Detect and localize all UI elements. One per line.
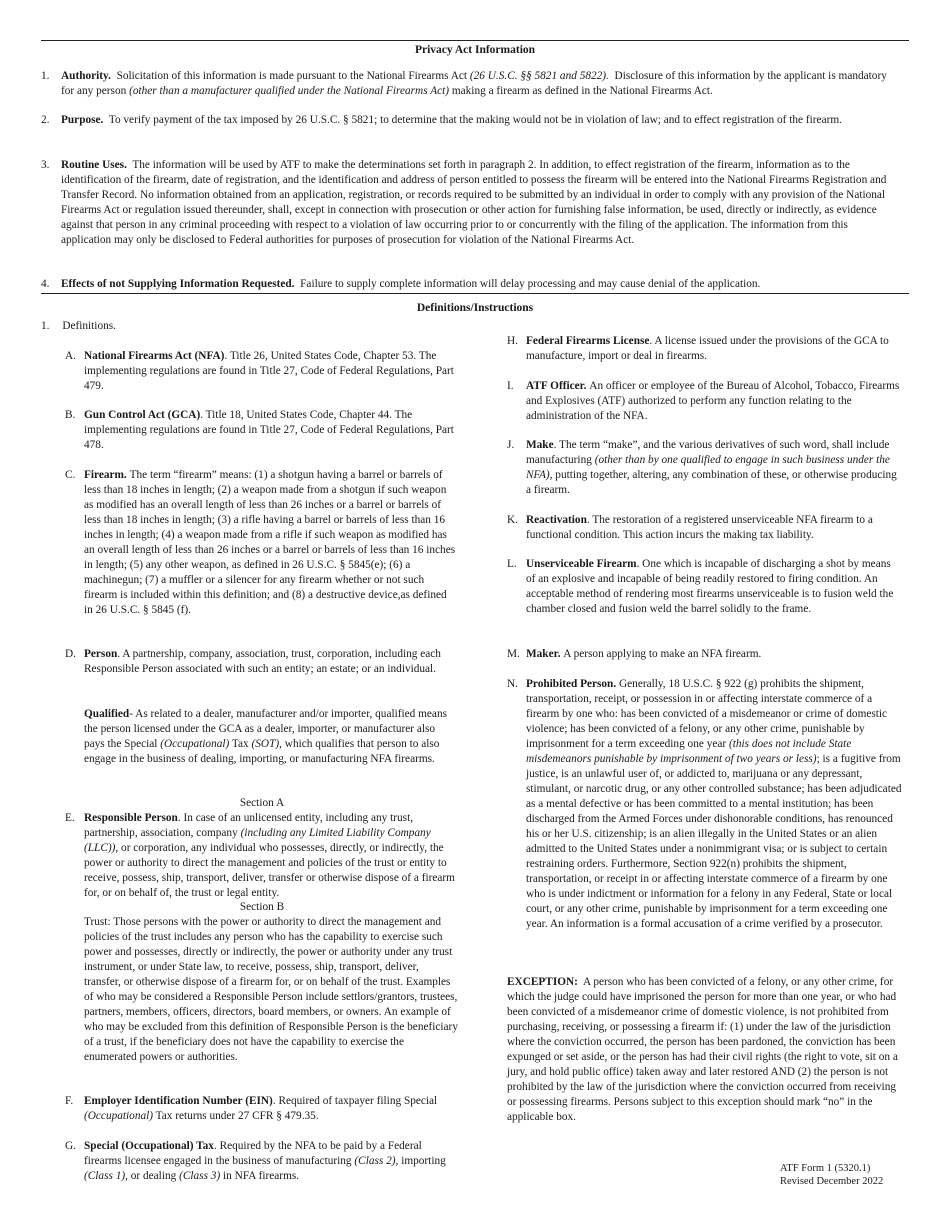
section-a-heading: Section A xyxy=(239,797,285,809)
definitions-intro: 1. Definitions. xyxy=(41,320,116,332)
definition-b: B. Gun Control Act (GCA). Title 18, United States Code, Chapter 44. The implementing regulations are found in Title 27, Code of Federal Regulations, Part 478. xyxy=(65,409,454,451)
section-b-heading: Section B xyxy=(239,901,285,913)
definition-h: H. Federal Firearms License. A license issued under the provisions of the GCA to manufacture, import or deal in firearms. xyxy=(507,335,889,362)
definition-l: L. Unserviceable Firearm. One which is incapable of discharging a shot by means of an explosive and incapable of being readily restored to firing condition. An acceptable method of rendering most firearms unserviceable is to fusion weld the chamber closed and fusion weld the barrel solidly to the frame. xyxy=(507,558,894,615)
definition-m: M. Maker. A person applying to make an NFA firearm. xyxy=(507,648,762,660)
privacy-title: Privacy Act Information xyxy=(414,44,536,56)
privacy-item-purpose: 2. Purpose. To verify payment of the tax imposed by 26 U.S.C. § 5821; to determine that the making would not be in violation of law; and to effect registration of the firearm. xyxy=(41,114,842,126)
definition-k: K. Reactivation. The restoration of a registered unserviceable NFA firearm to a functional condition. This action incurs the making tax liability. xyxy=(507,514,873,541)
definition-n: N. Prohibited Person. Generally, 18 U.S.C. § 922 (g) prohibits the shipment, transportation, receipt, or possession in or affecting interstate commerce of a firearm by one who: has been convicted of a misdemeanor or crime of domestic violence; has been convicted of a felony, or any other crime, punishable by imprisonment for a term exceeding one year (this does not include State misdemeanors punishable by imprisonment of two years or less); is a fugitive from justice, is an unlawful user of, or addicted to, marijuana or any depressant, stimulant, or narcotic drug, or any other controlled substance; has been adjudicated as a mental defective or has been committed to a mental institution; has been discharged from the Armed Forces under dishonorable conditions, has renounced his or her U.S. citizenship; is an alien illegally in the United States or an alien admitted to the United States under a nonimmigrant visa; or is subject to certain restraining orders. Furthermore, Section 922(n) prohibits the shipment, transportation, or receipt in or affecting interstate commerce of a firearm by one who is under indictment or information for a felony in any Federal, State or local court, or any other crime, punishable by imprisonment for a term exceeding one year. An information is a formal accusation of a crime verified by a prosecutor. xyxy=(507,678,902,930)
definition-e-trust: Trust: Those persons with the power or authority to direct the management and policies of the trust includes any person who has the capability to exercise such power and possesses, directly or indirectly, the power or authority under any trust instrument, or under State law, to receive, possess, ship, transport, deliver, transfer, or otherwise dispose of a firearm for, or on behalf of the trust. Examples of who may be considered a Responsible Person include settlors/grantors, trustees, partners, members, officers, directors, board members, or owners. An example of who may be excluded from this definition of Responsible Person is the beneficiary of a trust, if the beneficiary does not have the capability to exercise the enumerated powers or authorities. xyxy=(84,916,458,1063)
definition-d: D. Person. A partnership, company, association, trust, corporation, including each Responsible Person associated with such an entity; an estate; or an individual. xyxy=(65,648,441,675)
definition-c: C. Firearm. The term “firearm” means: (1) a shotgun having a barrel or barrels of less than 18 inches in length; (2) a weapon made from a shotgun if such weapon as modified has an overall length of less than 26 inches or a barrel or barrels of less than 18 inches in length; (3) a rifle having a barrel or barrels of less than 16 inches in length; (4) a weapon made from a rifle if such weapon as modified has an overall length of less than 26 inches or a barrel or barrels of less than 16 inches in length; (5) any other weapon, as defined in 26 U.S.C. § 5845(e); (6) a machinegun; (7) a muffler or a silencer for any firearm whether or not such firearm is included within this definition; and (8) a destructive device,as defined in 26 U.S.C. § 5845 (f). xyxy=(65,469,456,616)
form-revision: Revised December 2022 xyxy=(780,1176,884,1187)
top-rule xyxy=(41,40,909,41)
definitions-title: Definitions/Instructions xyxy=(416,302,534,314)
definition-j: J. Make. The term “make”, and the various derivatives of such word, shall include manufacturing (other than by one qualified to engage in such business under the NFA), putting together, altering, any combination of these, or otherwise producing a firearm. xyxy=(507,439,897,496)
exception-paragraph: EXCEPTION: A person who has been convicted of a felony, or any other crime, for which the judge could have imprisoned the person for more than one year, or who had been convicted of a misdemeanor crime of domestic violence, is not prohibited from purchasing, receiving, or possessing a firearm if: (1) under the law of the jurisdiction where the conviction occurred, the person has been pardoned, the conviction has been expunged or set aside, or the person has had their civil rights (the right to vote, sit on a jury, and hold public office) taken away and later restored AND (2) the person is not prohibited by the law of the jurisdiction where the conviction occurred from receiving or possessing firearms. Persons subject to this exception should mark “no” in the applicable box. xyxy=(507,976,898,1123)
definition-e: E. Responsible Person. In case of an unlicensed entity, including any trust, partnership, association, company (including any Limited Liability Company (LLC)), or corporation, any individual who possesses, directly, or indirectly, the power or authority to direct the management and policies of the trust or entity to receive, possess, ship, transport, deliver, transfer or otherwise dispose of a firearm for, or on behalf of, the trust or legal entity. xyxy=(65,812,455,899)
privacy-item-authority: 1. Authority. Solicitation of this information is made pursuant to the National Firearms Act (26 U.S.C. §§ 5821 and 5822). Disclosure of this information by the applicant is mandatory for any person (other than a manufacturer qualified under the National Firearms Act) making a firearm as defined in the National Firearms Act. xyxy=(41,70,887,97)
definition-g: G. Special (Occupational) Tax. Required by the NFA to be paid by a Federal firearms licensee engaged in the business of manufacturing (Class 2), importing (Class 1), or dealing (Class 3) in NFA firearms. xyxy=(65,1140,446,1182)
form-footer xyxy=(780,1162,883,1188)
definition-d-qualified: Qualified- As related to a dealer, manufacturer and/or importer, qualified means the person licensed under the GCA as a dealer, importer, or manufacturer also pays the Special (Occupational) Tax (SOT), which qualifies that person to also engage in the business of dealing, importing, or manufacturing NFA firearms. xyxy=(84,708,447,765)
definition-a: A. National Firearms Act (NFA). Title 26, United States Code, Chapter 53. The implementing regulations are found in Title 27, Code of Federal Regulations, Part 479. xyxy=(65,350,454,392)
privacy-item-effects: 4. Effects of not Supplying Information Requested. Failure to supply complete information will delay processing and may cause denial of the application. xyxy=(41,278,761,290)
definition-i: I. ATF Officer. An officer or employee of the Bureau of Alcohol, Tobacco, Firearms and Explosives (ATF) authorized to perform any function relating to the administration of the NFA. xyxy=(507,380,900,422)
definition-f: F. Employer Identification Number (EIN). Required of taxpayer filing Special (Occupational) Tax returns under 27 CFR § 479.35. xyxy=(65,1095,438,1122)
privacy-item-routine-uses: 3. Routine Uses. The information will be used by ATF to make the determinations set forth in paragraph 2. In addition, to effect registration of the firearm, information as to the identification of the firearm, date of registration, and the identification and address of person entitled to possess the firearm will be entered into the National Firearms Registration and Transfer Record. No information obtained from an application, registration, or records required to be submitted by an individual in order to comply with any provision of the National Firearms Act or regulation issued thereunder, shall, except in connection with prosecution or other action for furnishing false information, be used, directly or indirectly, as evidence against that person in any criminal proceeding with respect to a violation of law occurring prior to or concurrently with the filing of the application. The information from this application may only be disclosed to Federal authorities for purposes of prosecution for violation of the National Firearms Act. xyxy=(41,159,887,246)
section-rule xyxy=(41,293,909,294)
form-number: ATF Form 1 (5320.1) xyxy=(780,1163,871,1174)
